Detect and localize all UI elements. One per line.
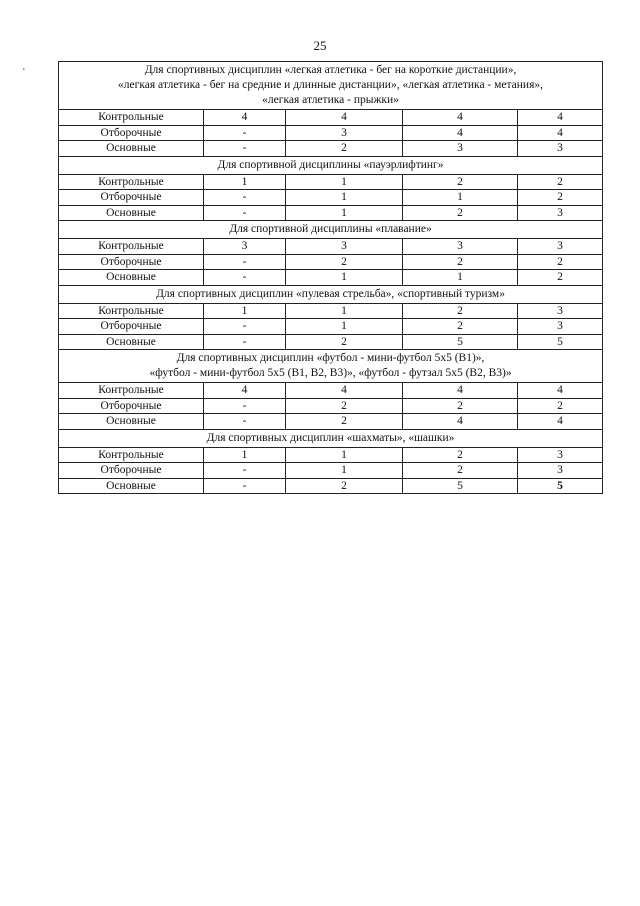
- table-cell: 4: [403, 110, 518, 126]
- table-cell: -: [204, 190, 286, 206]
- section-title-line: Для спортивной дисциплины «плавание»: [229, 223, 432, 235]
- table-cell: 3: [286, 125, 403, 141]
- table-cell: 3: [518, 141, 603, 157]
- table-row: [59, 447, 603, 463]
- table-cell: 2: [403, 174, 518, 190]
- table-row: [59, 110, 603, 126]
- table-cell: 1: [286, 190, 403, 206]
- table-cell: 1: [403, 270, 518, 286]
- table-cell: 2: [518, 190, 603, 206]
- table-cell: 2: [286, 398, 403, 414]
- table-cell: 5: [403, 478, 518, 494]
- table-row: [59, 174, 603, 190]
- table-cell: 4: [286, 110, 403, 126]
- table-cell: 2: [286, 414, 403, 430]
- table-cell: -: [204, 463, 286, 479]
- table-cell: 2: [286, 478, 403, 494]
- table-cell: -: [204, 398, 286, 414]
- section-header-row: [59, 285, 603, 303]
- table-row: [59, 383, 603, 399]
- section-title-line: Для спортивных дисциплин «футбол - мини-футбол 5x5 (В1)»,: [176, 352, 485, 364]
- section-header-row: [59, 221, 603, 239]
- table-row: [59, 463, 603, 479]
- table-cell: 4: [403, 414, 518, 430]
- row-label: Контрольные: [59, 447, 204, 463]
- table-cell: 5: [518, 334, 603, 350]
- section-header-row: [59, 350, 603, 383]
- table-cell: 1: [286, 447, 403, 463]
- table-cell: 1: [403, 190, 518, 206]
- row-label: Отборочные: [59, 463, 204, 479]
- row-label: Контрольные: [59, 174, 204, 190]
- table-cell: 4: [518, 383, 603, 399]
- table-row: [59, 303, 603, 319]
- row-label: Контрольные: [59, 383, 204, 399]
- row-label: Отборочные: [59, 319, 204, 335]
- table-cell: 1: [204, 303, 286, 319]
- table-cell: 3: [518, 205, 603, 221]
- table-cell: 1: [286, 270, 403, 286]
- table-cell: 1: [204, 174, 286, 190]
- table-row: [59, 478, 603, 494]
- table-row: [59, 125, 603, 141]
- section-title: [59, 429, 603, 447]
- table-cell: 1: [204, 447, 286, 463]
- table-cell: 1: [286, 205, 403, 221]
- table-cell: 2: [403, 319, 518, 335]
- table-cell: -: [204, 414, 286, 430]
- table-cell: 2: [518, 398, 603, 414]
- table-row: [59, 414, 603, 430]
- table-cell: 3: [518, 239, 603, 255]
- table-cell: 4: [403, 383, 518, 399]
- table-cell: 4: [204, 383, 286, 399]
- section-title-line: «легкая атлетика - бег на средние и длинные дистанции», «легкая атлетика - метания»,: [118, 79, 543, 91]
- row-label: Основные: [59, 141, 204, 157]
- table-cell: -: [204, 334, 286, 350]
- section-title: [59, 62, 603, 110]
- table-cell: -: [204, 205, 286, 221]
- table-cell: 2: [403, 205, 518, 221]
- table-cell: 3: [518, 447, 603, 463]
- table-cell: -: [204, 141, 286, 157]
- table-cell: 4: [204, 110, 286, 126]
- table-cell: 2: [403, 254, 518, 270]
- row-label: Отборочные: [59, 190, 204, 206]
- section-title-line: Для спортивных дисциплин «легкая атлетика - бег на короткие дистанции»,: [144, 64, 517, 76]
- table-cell: -: [204, 254, 286, 270]
- table-row: [59, 239, 603, 255]
- table-row: [59, 254, 603, 270]
- table-cell: -: [204, 319, 286, 335]
- table-cell: 4: [518, 110, 603, 126]
- competitions-table: [58, 61, 603, 494]
- table-cell: 1: [286, 303, 403, 319]
- row-label: Отборочные: [59, 125, 204, 141]
- table-cell: 2: [403, 303, 518, 319]
- table-row: [59, 190, 603, 206]
- margin-mark: ': [23, 67, 25, 78]
- table-cell: 1: [286, 319, 403, 335]
- section-title-line: Для спортивных дисциплин «пулевая стрельба», «спортивный туризм»: [156, 287, 505, 300]
- table-cell: 2: [403, 398, 518, 414]
- section-title: [59, 285, 603, 303]
- table-cell: 3: [403, 239, 518, 255]
- section-title: [59, 350, 603, 383]
- row-label: Контрольные: [59, 239, 204, 255]
- page-number: 25: [313, 38, 327, 53]
- table-cell: 4: [518, 414, 603, 430]
- table-cell: 5: [403, 334, 518, 350]
- table-cell: 2: [286, 254, 403, 270]
- table-cell: 3: [403, 141, 518, 157]
- table-cell: 5: [518, 478, 603, 494]
- section-title: [59, 221, 603, 239]
- table-cell: 3: [518, 463, 603, 479]
- table-cell: -: [204, 125, 286, 141]
- table-cell: -: [204, 478, 286, 494]
- table-cell: 2: [286, 141, 403, 157]
- table-row: [59, 205, 603, 221]
- row-label: Основные: [59, 205, 204, 221]
- row-label: Основные: [59, 270, 204, 286]
- table-row: [59, 334, 603, 350]
- row-label: Контрольные: [59, 303, 204, 319]
- section-title-line: «футбол - мини-футбол 5x5 (В1, В2, В3)», «футбол - футзал 5x5 (В2, В3)»: [149, 367, 512, 379]
- row-label: Основные: [59, 334, 204, 350]
- table-cell: 4: [286, 383, 403, 399]
- table-cell: 3: [518, 303, 603, 319]
- table-cell: 2: [403, 463, 518, 479]
- table-row: [59, 319, 603, 335]
- table-cell: 2: [518, 254, 603, 270]
- section-header-row: [59, 156, 603, 174]
- table-cell: 3: [518, 319, 603, 335]
- row-label: Основные: [59, 478, 204, 494]
- table-cell: 2: [403, 447, 518, 463]
- table-cell: 2: [286, 334, 403, 350]
- table-cell: 1: [286, 174, 403, 190]
- row-label: Контрольные: [59, 110, 204, 126]
- row-label: Основные: [59, 414, 204, 430]
- table-cell: 3: [204, 239, 286, 255]
- section-header-row: [59, 62, 603, 110]
- section-title-line: Для спортивных дисциплин «шахматы», «шашки»: [206, 431, 455, 444]
- table-cell: 2: [518, 270, 603, 286]
- table-cell: 3: [286, 239, 403, 255]
- section-title-line: Для спортивной дисциплины «пауэрлифтинг»: [217, 158, 444, 171]
- section-title-line: «легкая атлетика - прыжки»: [262, 94, 399, 106]
- table-cell: 4: [403, 125, 518, 141]
- table-cell: 1: [286, 463, 403, 479]
- table-row: [59, 398, 603, 414]
- table-row: [59, 270, 603, 286]
- table-row: [59, 141, 603, 157]
- section-title: [59, 156, 603, 174]
- section-header-row: [59, 429, 603, 447]
- table-cell: 4: [518, 125, 603, 141]
- table-cell: 2: [518, 174, 603, 190]
- row-label: Отборочные: [59, 398, 204, 414]
- row-label: Отборочные: [59, 254, 204, 270]
- table-cell: -: [204, 270, 286, 286]
